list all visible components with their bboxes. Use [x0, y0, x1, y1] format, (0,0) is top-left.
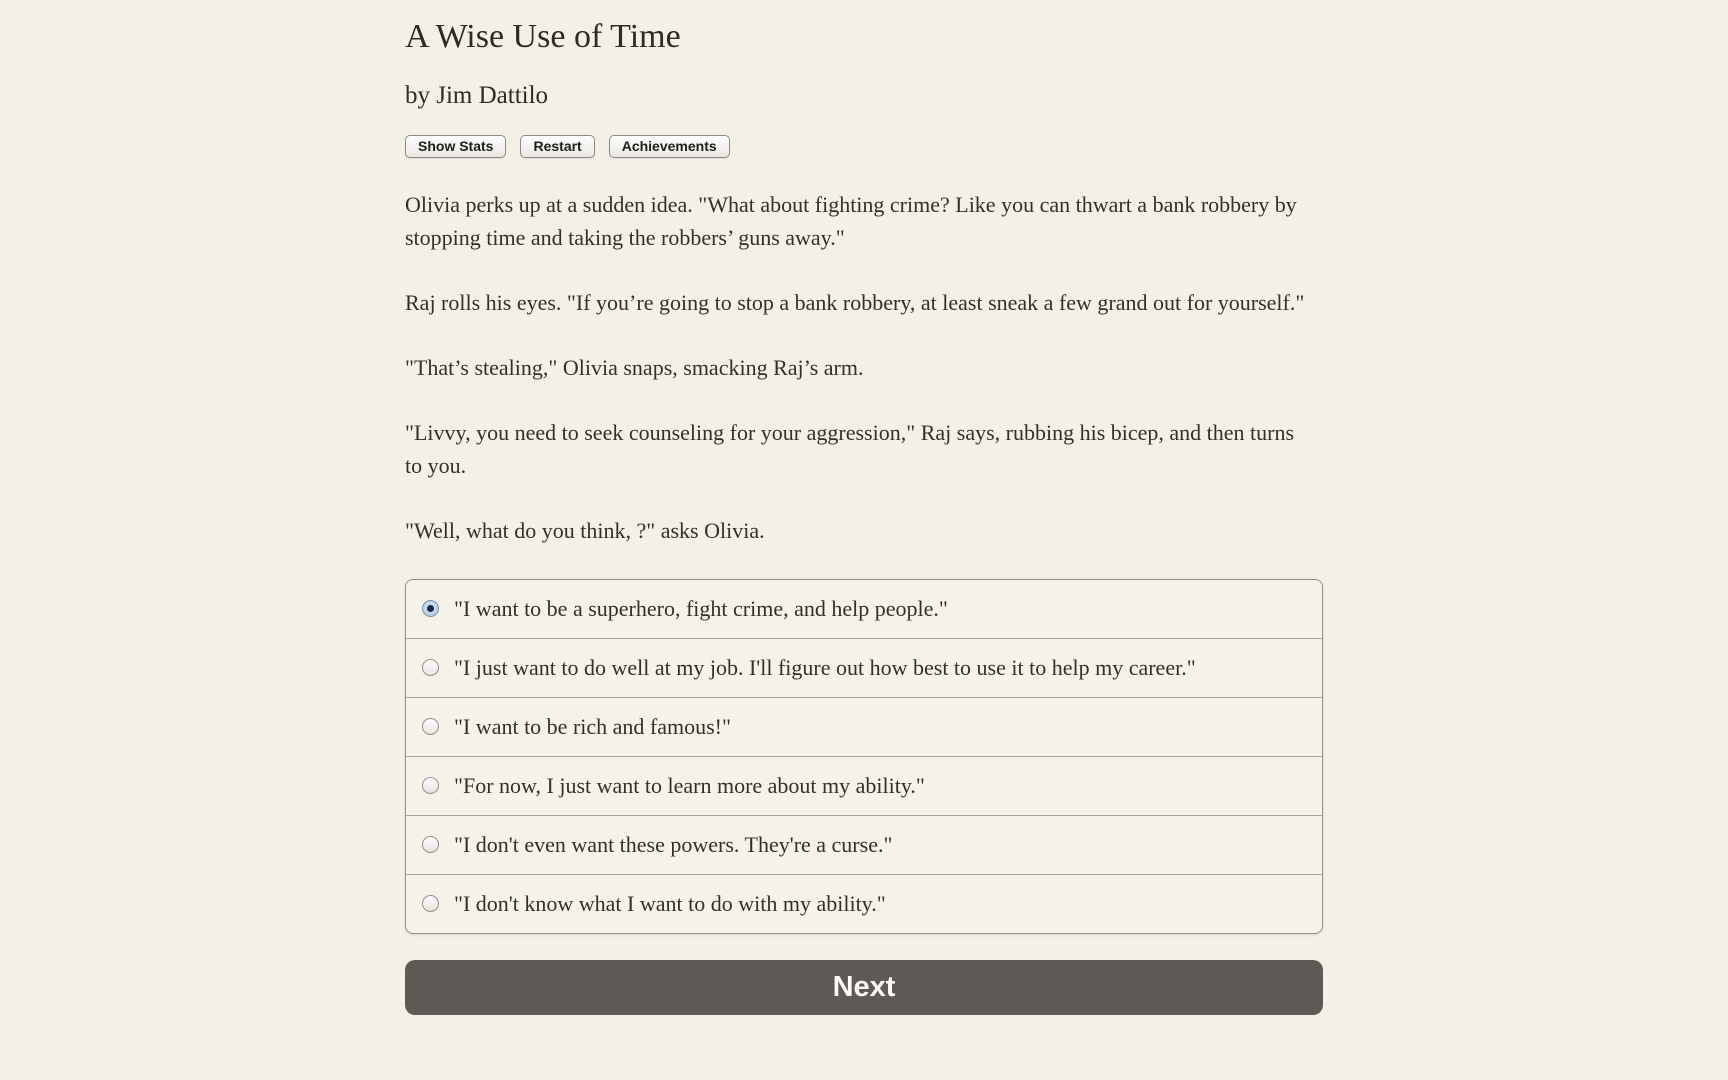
page-title: A Wise Use of Time: [405, 18, 681, 55]
story-paragraph: "Well, what do you think, ?" asks Olivia.: [405, 517, 765, 543]
toolbar: [405, 135, 1323, 158]
next-button[interactable]: Next: [405, 960, 1323, 1015]
choice-option-superhero[interactable]: [406, 580, 1322, 638]
story-paragraph: Raj rolls his eyes. "If you’re going to stop a bank robbery, at least sneak a few grand out for yourself.": [405, 289, 1305, 315]
radio-icon[interactable]: [422, 659, 439, 676]
game-content: [405, 0, 1323, 1015]
radio-selected-icon[interactable]: [422, 600, 439, 617]
choice-option-career[interactable]: [406, 638, 1322, 697]
story-text: [405, 188, 1323, 547]
show-stats-button[interactable]: Show Stats: [405, 135, 506, 158]
choice-list: [405, 579, 1323, 934]
choice-label: "I just want to do well at my job. I'll figure out how best to use it to help my career.": [454, 654, 1196, 680]
radio-icon[interactable]: [422, 718, 439, 735]
achievements-button[interactable]: Achievements: [609, 135, 730, 158]
radio-icon[interactable]: [422, 777, 439, 794]
story-paragraph: "Livvy, you need to seek counseling for your aggression," Raj says, rubbing his bicep, and then turns to you.: [405, 419, 1295, 478]
radio-icon[interactable]: [422, 895, 439, 912]
choice-label: "I don't know what I want to do with my ability.": [454, 890, 886, 916]
choice-option-learn-ability[interactable]: [406, 756, 1322, 815]
author-byline: by Jim Dattilo: [405, 81, 549, 109]
choice-label: "For now, I just want to learn more about my ability.": [454, 772, 925, 798]
choice-option-dont-know[interactable]: [406, 874, 1322, 933]
choice-label: "I don't even want these powers. They're a curse.": [454, 831, 893, 857]
radio-icon[interactable]: [422, 836, 439, 853]
restart-button[interactable]: Restart: [520, 135, 594, 158]
choice-label: "I want to be rich and famous!": [454, 713, 731, 739]
choice-option-curse[interactable]: [406, 815, 1322, 874]
choice-option-rich-famous[interactable]: [406, 697, 1322, 756]
story-paragraph: "That’s stealing," Olivia snaps, smacking Raj’s arm.: [405, 354, 864, 380]
choice-label: "I want to be a superhero, fight crime, and help people.": [454, 595, 948, 621]
story-paragraph: Olivia perks up at a sudden idea. "What about fighting crime? Like you can thwart a bank robbery by stopping time and taking the robbers’ guns away.": [405, 191, 1297, 250]
